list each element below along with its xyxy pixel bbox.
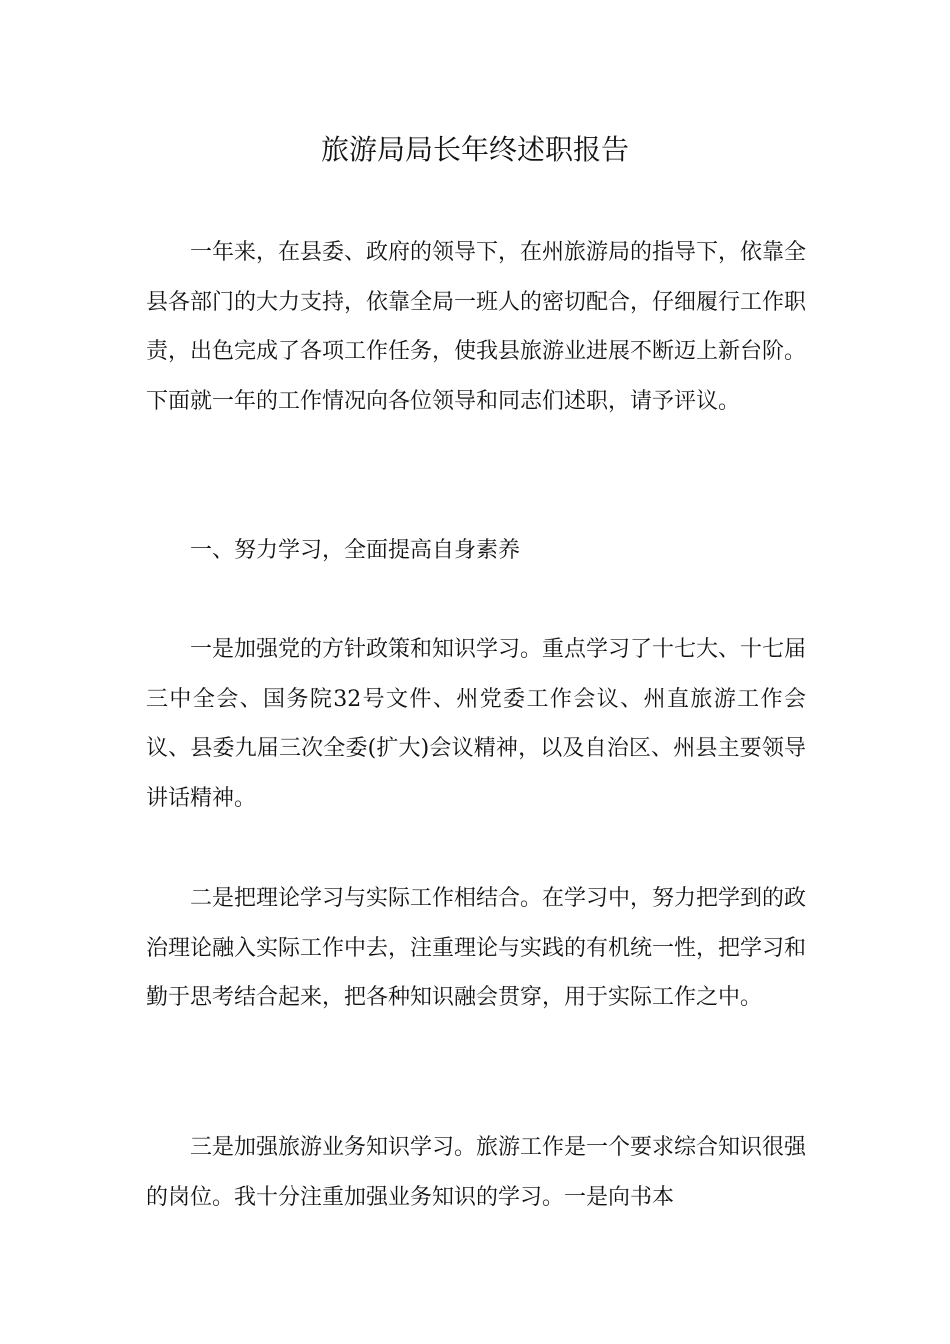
paragraph-point-2: 二是把理论学习与实际工作相结合。在学习中，努力把学到的政治理论融入实际工作中去，注重理论与实践的有机统一性，把学习和勤于思考结合起来，把各种知识融会贯穿，用于实际工作之中。	[146, 886, 807, 1010]
paragraph-point-3: 三是加强旅游业务知识学习。旅游工作是一个要求综合知识很强的岗位。我十分注重加强业务知识的学习。一是向书本	[146, 1135, 807, 1210]
paragraph-point-1: 一是加强党的方针政策和知识学习。重点学习了十七大、十七届三中全会、国务院32号文件、州党委工作会议、州直旅游工作会议、县委九届三次全委(扩大)会议精神，以及自治区、州县主要领导讲话精神。	[146, 637, 807, 811]
paragraph-intro: 一年来，在县委、政府的领导下，在州旅游局的指导下，依靠全县各部门的大力支持，依靠全局一班人的密切配合，仔细履行工作职责，出色完成了各项工作任务，使我县旅游业进展不断迈上新台阶。下面就一年的工作情况向各位领导和同志们述职，请予评议。	[146, 240, 807, 414]
document-title: 旅游局局长年终述职报告	[320, 133, 629, 166]
section-heading-1: 一、努力学习，全面提高自身素养	[190, 538, 521, 563]
